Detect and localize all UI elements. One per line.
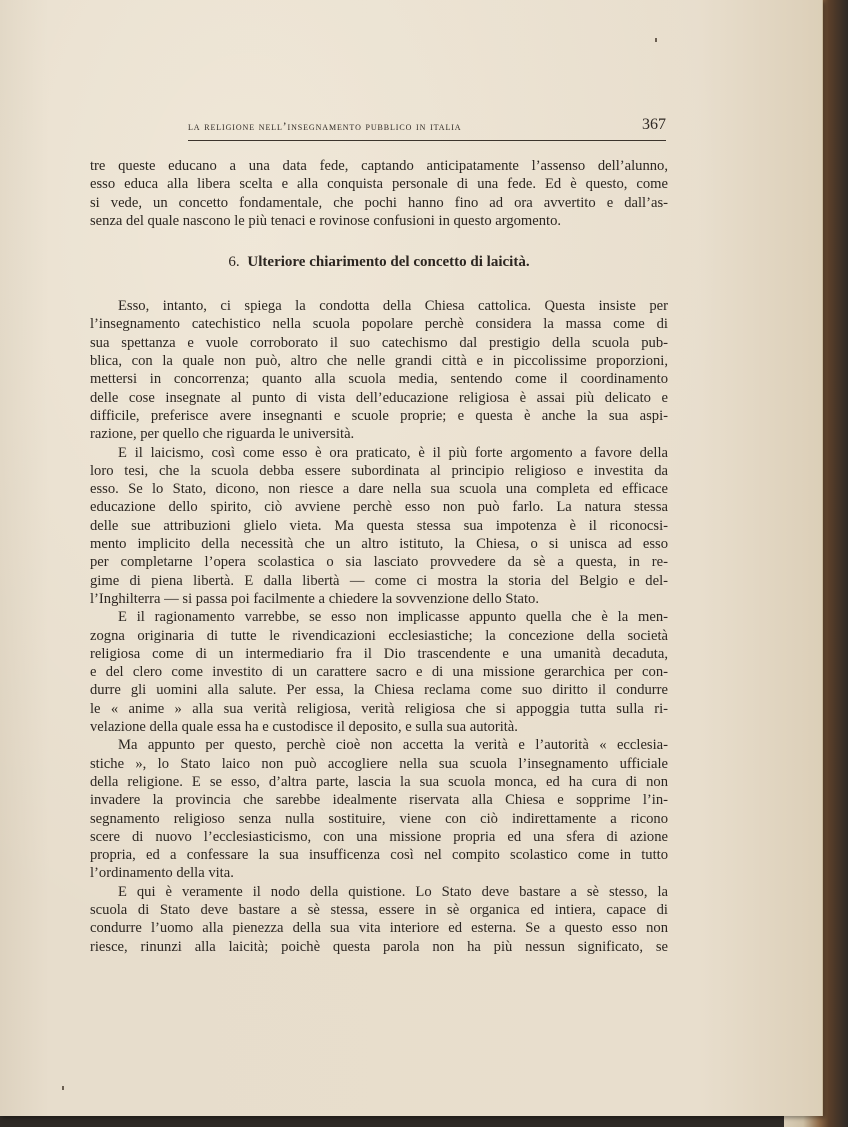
text-line: delle sue attribuzioni glielo vieta. Ma questa stessa sua impotenza è il riconocsi- <box>90 517 668 534</box>
text-line: invadere la provincia che sarebbe idealmente riservata alla Chiesa e sopprime l’in- <box>90 792 668 809</box>
text-line: esso. Se lo Stato, dicono, non riesce a dare nella sua scuola una completa ed efficace <box>90 481 668 498</box>
text-line: esso educa alla libera scelta e alla conquista personale di una fede. Ed è questo, come <box>90 176 668 193</box>
text-line: blica, con la quale non può, altro che nelle grandi città e in piccolissime proporzioni, <box>90 353 668 370</box>
text-line: stiche », lo Stato laico non può accogliere nella sua scuola l’insegnamento ufficiale <box>90 755 668 772</box>
text-line: e del clero come investito di un carattere sacro e di una missione gerarchica per con- <box>90 664 668 681</box>
text-line: Esso, intanto, ci spiega la condotta della Chiesa cattolica. Questa insiste per <box>118 298 668 315</box>
text-line: segnamento religioso senza nulla sostituire, viene con ciò indirettamente a ricono <box>90 810 668 827</box>
section-number: 6. <box>228 254 240 271</box>
paragraph <box>90 883 668 956</box>
text-line: della religione. E se esso, d’altra parte, lascia la sua scuola monca, ed ha cura di non <box>90 773 668 790</box>
paragraph <box>90 444 668 609</box>
text-line: gime di piena libertà. E dalla libertà — come ci mostra la storia del Belgio e del- <box>90 572 668 589</box>
running-title: la religione nell’insegnamento pubblico in italia <box>188 121 462 133</box>
text-line: mettersi in concorrenza; quanto alla scuola media, sentendo come il coordinamento <box>90 371 668 388</box>
paragraph <box>90 297 668 443</box>
text-line: condurre l’uomo alla pienezza della sua vita interiore ed esterna. Se a questo esso non <box>90 920 668 937</box>
body-text <box>90 157 668 956</box>
intro-paragraph <box>90 157 668 230</box>
text-line: razione, per quello che riguarda le università. <box>90 426 355 443</box>
text-line: si vede, un concetto fondamentale, che pochi hanno fino ad ora avvertito e dall’as- <box>90 194 668 211</box>
paragraph <box>90 736 668 882</box>
paragraph <box>90 608 668 736</box>
text-line: E il ragionamento varrebbe, se esso non implicasse appunto quella che è la men- <box>118 609 668 626</box>
text-line: Ma appunto per questo, perchè cioè non accetta la verità e l’autorità « ecclesia- <box>118 737 668 754</box>
text-line: delle cose insegnate al punto di vista dell’educazione religiosa è assai più delicato e <box>90 389 668 406</box>
text-line: senza del quale nascono le più tenaci e rovinose confusioni in questo argomento. <box>90 212 562 229</box>
text-line: E qui è veramente il nodo della quistione. Lo Stato deve bastare a sè stesso, la <box>118 883 668 900</box>
text-line: propria, ed a confessare la sua insufficenza così nel compito scolastico come in tutto <box>90 847 668 864</box>
section-title: Ulteriore chiarimento del concetto di laicità. <box>247 254 530 271</box>
text-line: sua spettanza e vuole corroborato il suo catechismo dal prestigio della scuola pub- <box>90 334 668 351</box>
running-head <box>188 118 666 141</box>
text-line: tre queste educano a una data fede, captando anticipatamente l’assenso dell’alunno, <box>90 158 668 174</box>
text-line: religiosa come di un intermediario fra il Dio trascendente e una umanità decaduta, <box>90 645 668 662</box>
text-line: l’Inghilterra — si passa poi facilmente a chiedere la sovvenzione dello Stato. <box>90 590 540 607</box>
text-line: le « anime » alla sua verità religiosa, verità religiosa che si appoggia tutta sulla ri- <box>90 700 668 717</box>
text-line: scere di nuovo l’ecclesiasticismo, con una missione propria ed una sfera di azione <box>90 828 668 845</box>
text-line: durre gli uomini alla salute. Per essa, la Chiesa reclama come suo diritto il condurre <box>90 682 668 699</box>
text-line: scuola di Stato deve bastare a sè stessa, essere in sè organica ed intiera, capace di <box>90 901 668 918</box>
text-line: mento implicito della necessità che un altro istituto, la Chiesa, o si unisca ad esso <box>90 536 668 553</box>
text-line: l’insegnamento catechistico nella scuola popolare perchè considera la massa come di <box>90 316 668 333</box>
text-line: zogna originaria di tutte le rivendicazioni ecclesiastiche; la concezione della società <box>90 627 668 644</box>
paper-speck <box>655 38 657 42</box>
paper-speck <box>62 1086 64 1090</box>
section-heading <box>90 253 668 271</box>
text-line: riesce, rinunzi alla laicità; poichè questa parola non ha più nessun significato, se <box>90 938 668 955</box>
text-line: difficile, preferisce avere insegnanti e scuole proprie; e questa è anche la sua aspi- <box>90 407 668 424</box>
text-line: per completarne l’opera scolastica o sia lasciato provvedere da sè a questa, in re- <box>90 554 668 571</box>
text-line: loro tesi, che la scuola debba essere subordinata al principio religioso e investita da <box>90 462 668 479</box>
text-line: velazione della quale essa ha e custodisce il deposito, e sulla sua autorità. <box>90 719 518 736</box>
text-line: E il laicismo, così come esso è ora praticato, è il più forte argomento a favore della <box>118 444 668 461</box>
text-line: l’ordinamento della vita. <box>90 865 234 882</box>
page-number: 367 <box>642 116 666 133</box>
text-line: educazione dello spirito, ciò avviene perchè esso non può farlo. La natura stessa <box>90 499 668 516</box>
